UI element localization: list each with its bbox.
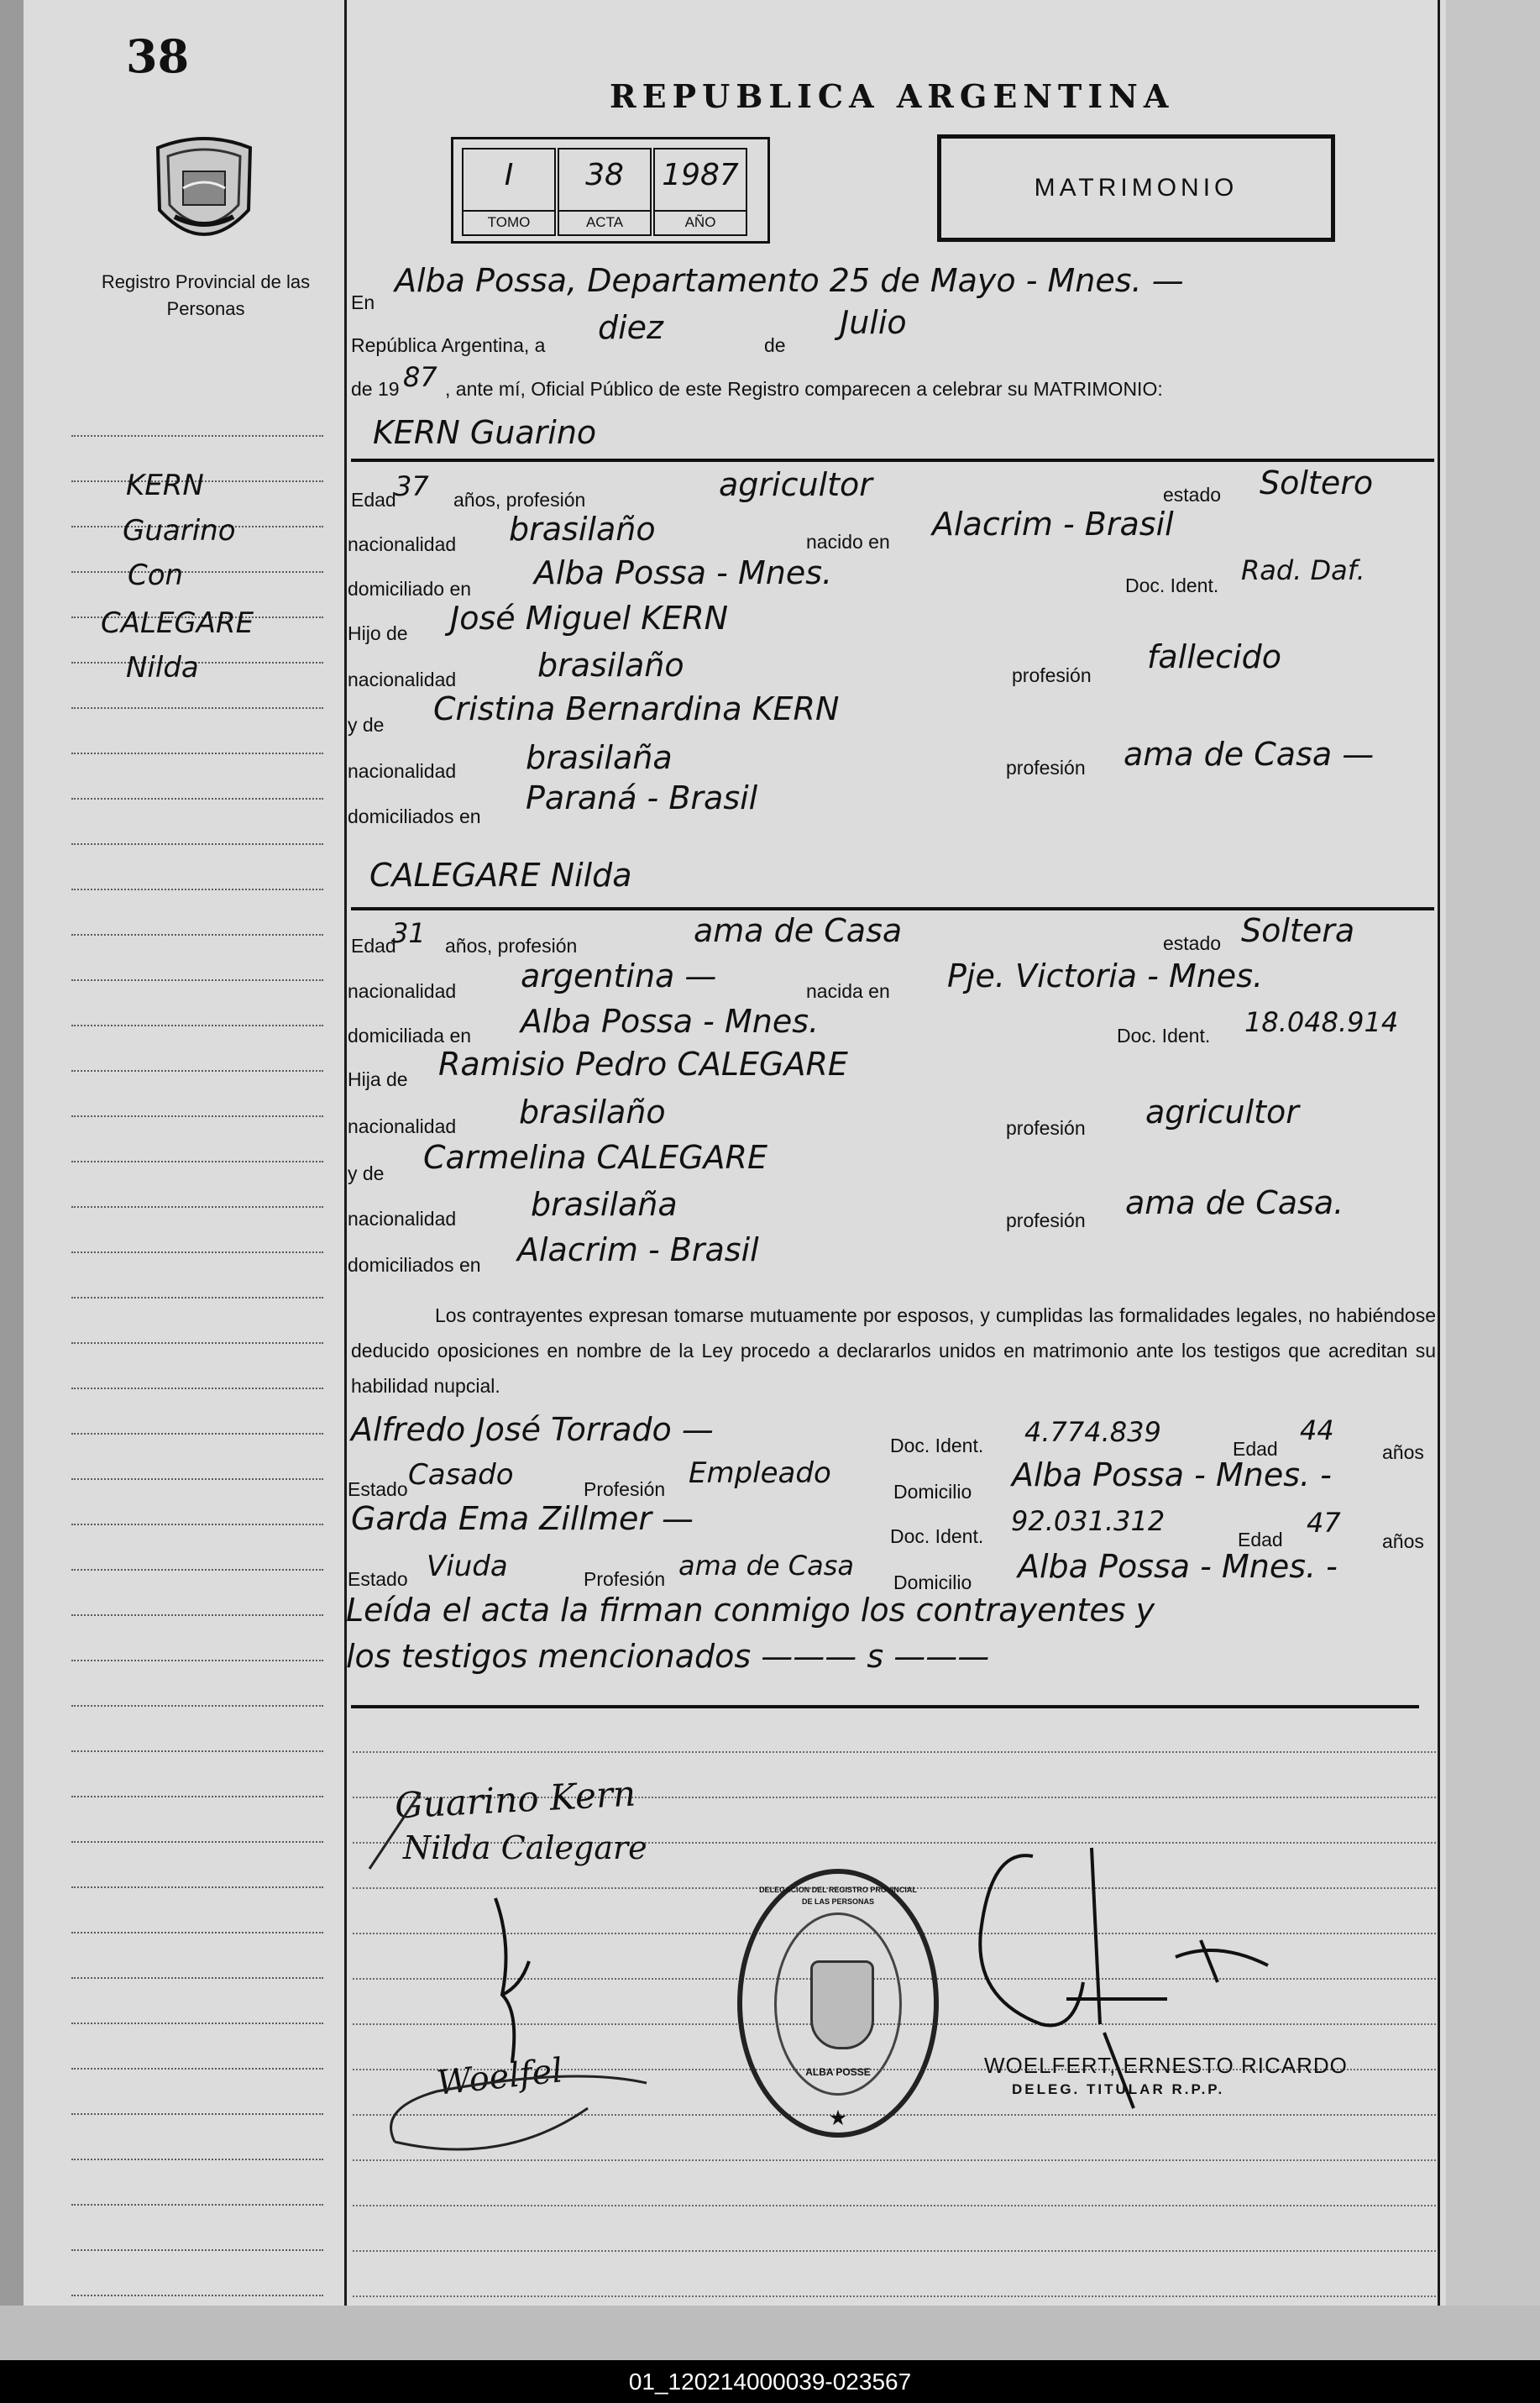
year-suffix: 87	[403, 361, 437, 393]
margin-ruled-line	[71, 2159, 323, 2160]
statement-text: , ante mí, Oficial Público de este Registro comparecen a celebrar su MATRIMONIO:	[445, 378, 1163, 400]
margin-ruled-line	[71, 1524, 323, 1525]
groom-doc: Rad. Daf.	[1241, 554, 1365, 586]
margin-ruled-line	[71, 2295, 323, 2296]
witness2-age: 47	[1307, 1507, 1341, 1539]
margin-ruled-line	[71, 1251, 323, 1253]
place-value: Alba Possa, Departamento 25 de Mayo - Mnes. —	[395, 262, 1184, 299]
witness2-domicilio-label: Domicilio	[893, 1571, 972, 1593]
acta-value: 38	[585, 158, 624, 192]
groom-mother-nationality-label: nacionalidad	[348, 760, 457, 782]
separator-line	[351, 459, 1434, 462]
margin-note-line: CALEGARE	[101, 606, 254, 640]
margin-ruled-line	[71, 2113, 323, 2115]
groom-signature: Guarino Kern	[393, 1772, 637, 1827]
witness2-status: Viuda	[427, 1550, 508, 1583]
groom-address-label: domiciliado en	[348, 578, 472, 600]
witness1-name: Alfredo José Torrado —	[351, 1411, 714, 1448]
groom-father-profession: fallecido	[1147, 638, 1281, 675]
witness1-estado-label: Estado	[348, 1478, 408, 1500]
bride-parents-address-label: domiciliados en	[348, 1254, 481, 1276]
bride-name: CALEGARE Nilda	[369, 857, 632, 894]
bride-signature: Nilda Calegare	[403, 1829, 647, 1866]
seal-star-icon: ★	[830, 2107, 846, 2128]
groom-father-nationality-label: nacionalidad	[348, 669, 457, 690]
margin-ruled-line	[71, 979, 323, 981]
ano-label: AÑO	[655, 210, 746, 234]
en-label: En	[351, 291, 375, 313]
margin-ruled-line	[71, 1932, 323, 1933]
bride-father-profession-label: profesión	[1006, 1117, 1086, 1139]
bride-nationality: argentina —	[521, 958, 717, 994]
bride-mother: Carmelina CALEGARE	[423, 1139, 767, 1176]
official-seal	[737, 1869, 939, 2138]
right-vertical-rule	[1438, 0, 1440, 2306]
year-prefix: de 19	[351, 378, 400, 400]
bride-parents-address: Alacrim - Brasil	[517, 1231, 759, 1268]
page-title: REPUBLICA ARGENTINA	[610, 77, 1175, 115]
witness2-doc-label: Doc. Ident.	[890, 1525, 984, 1547]
margin-ruled-line	[71, 1614, 323, 1616]
groom-mother-label: y de	[348, 714, 385, 736]
witness2-anos-label: años	[1382, 1530, 1424, 1552]
groom-profession: agricultor	[719, 466, 872, 503]
groom-nationality: brasilaño	[509, 511, 656, 548]
witness2-estado-label: Estado	[348, 1568, 408, 1590]
margin-ruled-line	[71, 1070, 323, 1072]
bride-father-nationality: brasilaño	[519, 1094, 666, 1131]
margin-ruled-line	[71, 889, 323, 890]
province-emblem-icon	[149, 133, 259, 250]
act-type-box: MATRIMONIO	[937, 134, 1335, 242]
registry-name: Registro Provincial de las Personas	[101, 271, 311, 319]
bride-estado-label: estado	[1163, 932, 1222, 954]
witness1-anos-label: años	[1382, 1441, 1424, 1463]
margin-ruled-line	[71, 1886, 323, 1888]
margin-ruled-line	[71, 435, 323, 437]
bride-mother-profession: ama de Casa.	[1125, 1184, 1344, 1221]
bride-father-profession: agricultor	[1145, 1094, 1299, 1131]
body-ruled-line	[353, 1751, 1436, 1753]
groom-mother: Cristina Bernardina KERN	[433, 690, 840, 727]
witness1-doc: 4.774.839	[1024, 1416, 1161, 1448]
witness1-profession-label: Profesión	[584, 1478, 666, 1500]
bride-profession: ama de Casa	[694, 912, 903, 949]
bride-edad-label: Edad	[351, 935, 396, 957]
ano-cell	[653, 148, 747, 236]
margin-ruled-line	[71, 1433, 323, 1435]
body-ruled-line	[353, 2205, 1436, 2206]
witness2-edad-label: Edad	[1238, 1529, 1283, 1550]
margin-ruled-line	[71, 1206, 323, 1208]
margin-ruled-line	[71, 2204, 323, 2206]
margin-ruled-line	[71, 1478, 323, 1480]
body-ruled-line	[353, 2250, 1436, 2252]
record-box	[451, 137, 770, 244]
closing-rule	[351, 1705, 1419, 1708]
bride-birthplace: Pje. Victoria - Mnes.	[947, 958, 1264, 994]
witness1-profession: Empleado	[689, 1456, 831, 1490]
groom-edad-label: Edad	[351, 489, 396, 511]
groom-profession-label: años, profesión	[453, 489, 586, 511]
bride-mother-nationality: brasilaña	[531, 1186, 678, 1223]
margin-ruled-line	[71, 1388, 323, 1389]
bride-mother-label: y de	[348, 1162, 385, 1184]
bottom-margin	[0, 2306, 1540, 2360]
groom-parents-address: Paraná - Brasil	[526, 779, 758, 816]
officer-name: WOELFERT, ERNESTO RICARDO	[984, 2053, 1348, 2078]
bride-doc: 18.048.914	[1244, 1006, 1399, 1038]
bride-nationality-label: nacionalidad	[348, 980, 457, 1002]
witness2-address: Alba Possa - Mnes. -	[1018, 1548, 1338, 1585]
declaration-text: Los contrayentes expresan tomarse mutuamente por esposos, y cumplidas las formalidades legales, no habiéndose deducido oposiciones en nombre de la Ley procedo a declararlos unidos en matrimonio ante los testigos que acreditan su habilidad nupcial.	[351, 1304, 1436, 1397]
adjacent-page-edge	[1446, 0, 1540, 2319]
tomo-label: TOMO	[464, 210, 554, 234]
margin-ruled-line	[71, 707, 323, 709]
margin-ruled-line	[71, 571, 323, 573]
separator-line	[351, 907, 1434, 910]
witness1-domicilio-label: Domicilio	[893, 1481, 972, 1503]
margin-ruled-line	[71, 2023, 323, 2024]
witness-signature-mark	[479, 1894, 554, 2079]
margin-ruled-line	[71, 1297, 323, 1299]
witness1-doc-label: Doc. Ident.	[890, 1435, 984, 1456]
signature-flourish-icon	[361, 1789, 428, 1873]
margin-ruled-line	[71, 1977, 323, 1979]
groom-mother-profession-label: profesión	[1006, 757, 1086, 779]
margin-note-line: Guarino	[123, 514, 236, 548]
groom-mother-nationality: brasilaña	[526, 739, 673, 776]
month-value: Julio	[840, 304, 907, 341]
witness2-profession: ama de Casa	[678, 1550, 854, 1582]
bride-age: 31	[391, 917, 426, 949]
groom-father: José Miguel KERN	[450, 600, 729, 637]
margin-ruled-line	[71, 1569, 323, 1571]
margin-ruled-line	[71, 1025, 323, 1026]
bride-doc-label: Doc. Ident.	[1117, 1025, 1211, 1047]
groom-name: KERN Guarino	[373, 414, 597, 451]
witness2-profession-label: Profesión	[584, 1568, 666, 1590]
bride-mother-profession-label: profesión	[1006, 1209, 1086, 1231]
officer-title: DELEG. TITULAR R.P.P.	[1012, 2081, 1225, 2097]
margin-ruled-line	[71, 2249, 323, 2251]
margin-ruled-line	[71, 843, 323, 845]
body-ruled-line	[353, 2295, 1436, 2297]
groom-born-label: nacido en	[806, 531, 890, 553]
witness1-status: Casado	[408, 1458, 514, 1492]
groom-father-label: Hijo de	[348, 622, 408, 644]
witness1-edad-label: Edad	[1233, 1438, 1278, 1460]
ano-value: 1987	[662, 158, 739, 192]
margin-ruled-line	[71, 2068, 323, 2070]
witness1-age: 44	[1300, 1414, 1334, 1446]
republica-label: República Argentina, a	[351, 334, 546, 356]
de-label: de	[764, 334, 786, 356]
groom-nationality-label: nacionalidad	[348, 533, 457, 555]
groom-mother-profession: ama de Casa —	[1124, 736, 1375, 773]
witness-signature-loop	[369, 2058, 655, 2175]
margin-note-line: Con	[128, 559, 184, 592]
margin-ruled-line	[71, 753, 323, 754]
margin-ruled-line	[71, 1841, 323, 1843]
witness-signature: Woelfel	[435, 2051, 565, 2103]
bride-status: Soltera	[1241, 912, 1355, 949]
groom-estado-label: estado	[1163, 484, 1222, 506]
bride-father: Ramisio Pedro CALEGARE	[438, 1046, 848, 1083]
margin-ruled-line	[71, 1796, 323, 1797]
margin-ruled-line	[71, 1705, 323, 1707]
bride-mother-nationality-label: nacionalidad	[348, 1208, 457, 1230]
bride-address: Alba Possa - Mnes.	[521, 1003, 820, 1040]
margin-ruled-line	[71, 934, 323, 936]
seal-center-text: ALBA POSSE	[805, 2066, 871, 2078]
groom-father-nationality: brasilaño	[537, 647, 684, 684]
tomo-value: I	[504, 158, 514, 192]
margin-ruled-line	[71, 1750, 323, 1752]
groom-birthplace: Alacrim - Brasil	[932, 506, 1174, 543]
witness2-doc: 92.031.312	[1011, 1505, 1165, 1537]
left-vertical-rule	[344, 0, 347, 2306]
groom-address: Alba Possa - Mnes.	[534, 554, 833, 591]
closing-line: los testigos mencionados ——— s ———	[346, 1638, 990, 1675]
tomo-cell	[462, 148, 556, 236]
margin-ruled-line	[71, 1161, 323, 1162]
margin-ruled-line	[71, 798, 323, 800]
margin-ruled-line	[71, 1115, 323, 1117]
bride-address-label: domiciliada en	[348, 1025, 472, 1047]
bride-born-label: nacida en	[806, 980, 890, 1002]
bride-father-nationality-label: nacionalidad	[348, 1115, 457, 1137]
witness1-address: Alba Possa - Mnes. -	[1012, 1456, 1332, 1493]
seal-ring-text: DELEGACION DEL REGISTRO PROVINCIAL DE LAS PERSONAS	[759, 1886, 917, 1906]
day-value: diez	[598, 309, 664, 346]
binding-gutter	[0, 0, 24, 2306]
margin-note-line: Nilda	[126, 651, 199, 685]
groom-parents-address-label: domiciliados en	[348, 805, 481, 827]
closing-line: Leída el acta la firman conmigo los contrayentes y	[346, 1592, 1155, 1629]
acta-cell	[558, 148, 652, 236]
seal-inner-ring	[774, 1912, 902, 2096]
folio-number: 38	[126, 29, 190, 83]
image-caption: 01_120214000039-023567	[0, 2360, 1540, 2403]
groom-age: 37	[395, 470, 429, 502]
witness2-name: Garda Ema Zillmer —	[351, 1500, 694, 1537]
bride-father-label: Hija de	[348, 1068, 408, 1090]
margin-note-line: KERN	[126, 469, 204, 502]
bride-profession-label: años, profesión	[445, 935, 578, 957]
seal-crest-icon	[810, 1960, 874, 2049]
margin-ruled-line	[71, 1660, 323, 1661]
groom-doc-label: Doc. Ident.	[1125, 575, 1219, 596]
acta-label: ACTA	[559, 210, 650, 234]
margin-ruled-line	[71, 1342, 323, 1344]
groom-father-profession-label: profesión	[1012, 664, 1092, 686]
groom-status: Soltero	[1260, 464, 1374, 501]
